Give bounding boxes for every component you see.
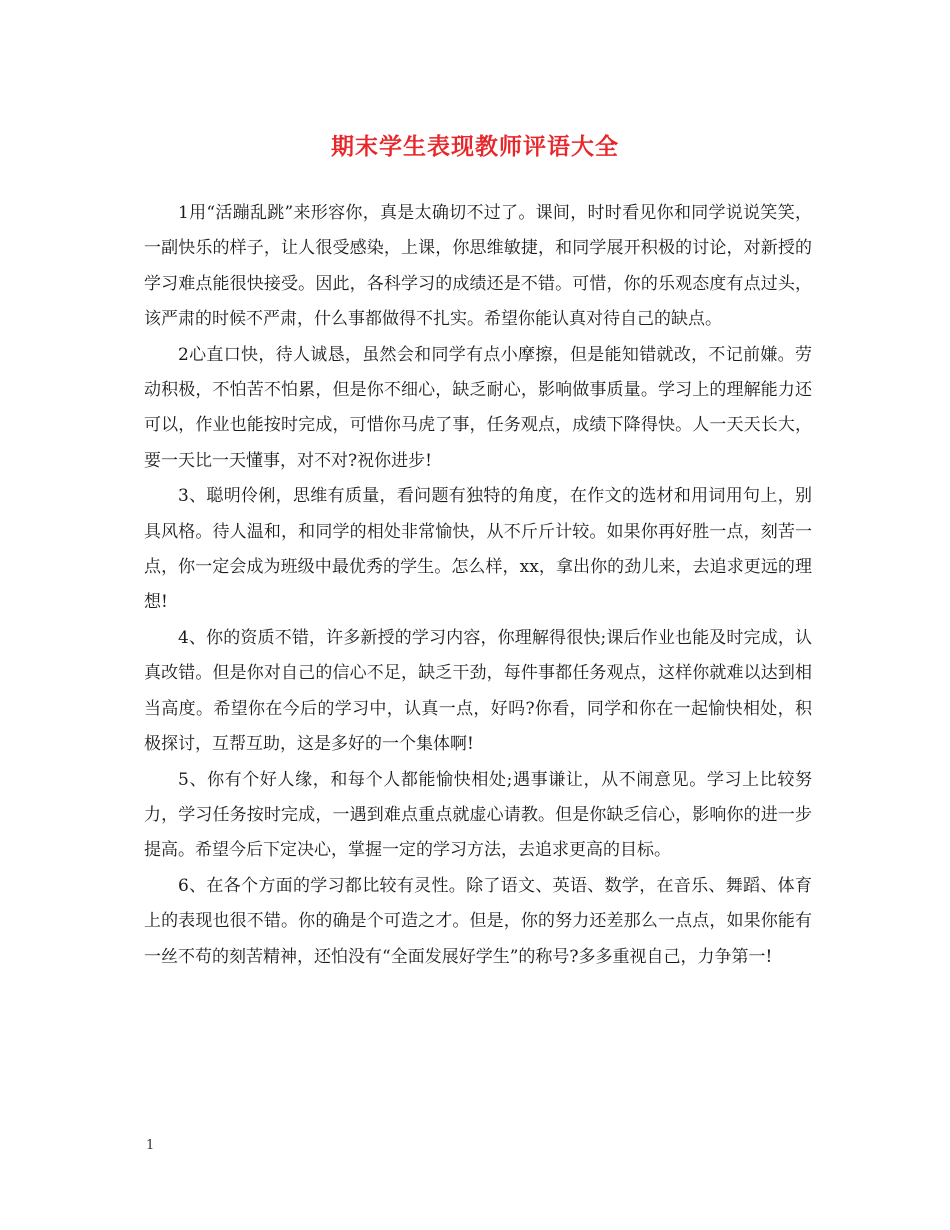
comment-paragraph-5: 5、你有个好人缘，和每个人都能愉快相处;遇事谦让，从不闹意见。学习上比较努力，学习任务按时完成，一遇到难点重点就虚心请教。但是你缺乏信心，影响你的进一步提高。希望今后下定决心，掌握一定的学习方法，去追求更高的目标。 <box>144 769 812 861</box>
comment-paragraph-3: 3、聪明伶俐，思维有质量，看问题有独特的角度，在作文的选材和用词用句上，别具风格。待人温和，和同学的相处非常愉快，从不斤斤计较。如果你再好胜一点，刻苦一点，你一定会成为班级中最优秀的学生。怎么样，xx，拿出你的劲儿来，去追求更远的理想! <box>144 486 812 613</box>
document-title: 期末学生表现教师评语大全 <box>331 133 619 160</box>
comment-paragraph-4: 4、你的资质不错，许多新授的学习内容，你理解得很快;课后作业也能及时完成，认真改错。但是你对自己的信心不足，缺乏干劲，每件事都任务观点，这样你就难以达到相当高度。希望你在今后的学习中，认真一点，好吗?你看，同学和你在一起愉快相处，积极探讨，互帮互助，这是多好的一个集体啊! <box>144 627 812 755</box>
page-number: 1 <box>146 1138 155 1153</box>
comment-paragraph-1: 1用“活蹦乱跳”来形容你，真是太确切不过了。课间，时时看见你和同学说说笑笑，一副快乐的样子，让人很受感染，上课，你思维敏捷，和同学展开积极的讨论，对新授的学习难点能很快接受。因此，各科学习的成绩还是不错。可惜，你的乐观态度有点过头，该严肃的时候不严肃，什么事都做得不扎实。希望你能认真对待自己的缺点。 <box>144 203 812 330</box>
comment-paragraph-2: 2心直口快，待人诚恳，虽然会和同学有点小摩擦，但是能知错就改，不记前嫌。劳动积极，不怕苦不怕累，但是你不细心，缺乏耐心，影响做事质量。学习上的理解能力还可以，作业也能按时完成，可惜你马虎了事，任务观点，成绩下降得快。人一天天长大，要一天比一天懂事，对不对?祝你进步! <box>144 344 812 471</box>
document-body <box>144 196 812 975</box>
comment-paragraph-6: 6、在各个方面的学习都比较有灵性。除了语文、英语、数学，在音乐、舞蹈、体育上的表现也很不错。你的确是个可造之才。但是，你的努力还差那么一点点，如果你能有一丝不苟的刻苦精神，还怕没有“全面发展好学生”的称号?多多重视自己，力争第一! <box>144 875 812 967</box>
